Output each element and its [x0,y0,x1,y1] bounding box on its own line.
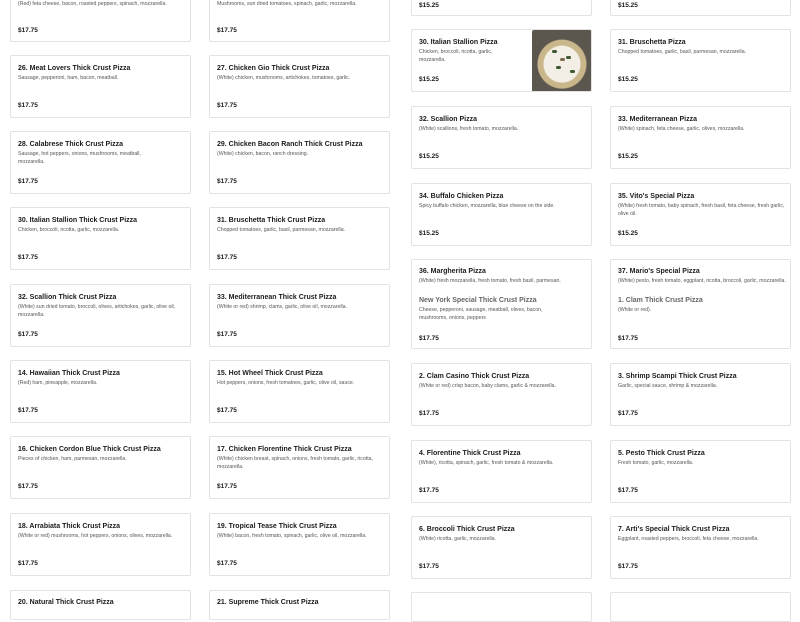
item-name: 31. Bruschetta Thick Crust Pizza [217,217,326,224]
item-description: Fresh tomato, garlic, mozzarella. [618,460,694,466]
item-name: 37. Mario's Special Pizza [618,268,700,275]
item-name: 32. Scallion Thick Crust Pizza [18,294,117,301]
menu-item-card[interactable] [209,513,390,576]
item-description: (White) spinach, feta cheese, garlic, olives, mozzarella. [618,126,745,132]
item-price: $17.75 [618,487,638,494]
item-name: 28. Calabrese Thick Crust Pizza [18,141,124,148]
item-price: $17.75 [618,410,638,417]
item-name: 30. Italian Stallion Pizza [419,39,498,46]
item-name: 26. Meat Lovers Thick Crust Pizza [18,65,131,72]
menu-item-card[interactable] [209,0,390,42]
item-price: $15.25 [419,230,439,237]
item-description: Chicken, broccoli, ricotta, garlic, mozzarella. [18,227,120,233]
item-price: $17.75 [18,560,38,567]
item-price: $17.75 [217,27,237,34]
item-description: Chopped tomatoes, garlic, basil, parmesan, mozzarella. [217,227,346,233]
menu-item-card[interactable] [411,0,592,16]
item-price: $15.25 [618,153,638,160]
item-name: 30. Italian Stallion Thick Crust Pizza [18,217,138,224]
item-description: Garlic, special sauce, shrimp & mozzarella. [618,383,718,389]
item-name: 20. Natural Thick Crust Pizza [18,599,114,606]
menu-item-card[interactable] [209,131,390,194]
menu-item-card[interactable] [209,590,390,620]
item-price: $15.25 [618,2,638,9]
item-description: (White or red) crisp bacon, baby clams, garlic & mozzarella. [419,383,556,389]
item-description: Eggplant, roasted peppers, broccoli, feta cheese, mozzarella. [618,536,759,542]
item-price: $15.25 [618,230,638,237]
item-description: (Red) ham, pineapple, mozzarella. [18,380,98,386]
item-description: (White), ricotta, spinach, garlic, fresh tomato & mozzarella. [419,460,554,466]
item-price: $17.75 [419,335,439,342]
item-description: Spicy buffalo chicken, mozzarella, blue cheese on the side. [419,203,555,209]
menu-item-card[interactable] [411,259,592,349]
pizza-photo-icon [532,30,592,92]
item-description: (White) sun dried tomato, broccoli, olives, artichokes, garlic, olive oil, mozzarella. [18,304,176,318]
item-description: (White) pesto, fresh tomato, eggplant, ricotta, broccoli, garlic, mozzarella. [618,278,786,284]
item-name: 17. Chicken Florentine Thick Crust Pizza [217,446,352,453]
item-name: 36. Margherita Pizza [419,268,486,275]
item-name: 27. Chicken Gio Thick Crust Pizza [217,65,330,72]
item-description: (White) chicken, bacon, ranch dressing. [217,151,309,157]
item-name: 4. Florentine Thick Crust Pizza [419,450,521,457]
item-description: (White) chicken, mushrooms, artichokes, tomatoes, garlic. [217,75,351,81]
menu-item-card[interactable] [610,106,791,169]
item-price: $15.25 [419,76,439,83]
item-name: 2. Clam Casino Thick Crust Pizza [419,373,530,380]
item-description: Chicken, broccoli, ricotta, garlic, mozzarella. [419,49,493,63]
item-price: $15.25 [419,2,439,9]
menu-item-card[interactable] [10,0,191,42]
menu-item-card[interactable] [610,29,791,92]
item-name: 7. Arti's Special Thick Crust Pizza [618,526,730,533]
item-name: 21. Supreme Thick Crust Pizza [217,599,319,606]
item-description: (White or red) mushrooms, hot peppers, onions, olives, mozzarella. [18,533,173,539]
menu-item-card[interactable] [10,131,191,194]
menu-item-card[interactable] [411,363,592,426]
item-description: (White) fresh mozzarella, fresh tomato, fresh basil, parmesan. [419,278,561,284]
item-price: $17.75 [18,407,38,414]
item-price: $17.75 [217,102,237,109]
item-price: $17.75 [217,254,237,261]
item-name: New York Special Thick Crust Pizza [419,297,537,304]
item-price: $15.25 [618,76,638,83]
item-price: $17.75 [419,410,439,417]
item-price: $17.75 [18,331,38,338]
item-description: (White) bacon, fresh tomato, spinach, garlic, olive oil, mozzarella. [217,533,367,539]
menu-item-card[interactable] [411,516,592,579]
item-price: $17.75 [18,254,38,261]
menu-item-card[interactable] [209,207,390,270]
menu-item-card[interactable] [10,55,191,118]
item-name: 18. Arrabiata Thick Crust Pizza [18,523,121,530]
item-description: (White) ricotta, garlic, mozzarella. [419,536,496,542]
item-description: Sausage, pepperoni, ham, bacon, meatball. [18,75,119,81]
item-price: $17.75 [18,27,38,34]
item-price: $17.75 [618,335,638,342]
item-name: 33. Mediterranean Pizza [618,116,697,123]
menu-item-card[interactable] [411,106,592,169]
menu-item-card[interactable] [10,284,191,347]
item-price: $15.25 [419,153,439,160]
item-name: 34. Buffalo Chicken Pizza [419,193,504,200]
item-price: $17.75 [217,407,237,414]
item-name: 29. Chicken Bacon Ranch Thick Crust Pizza [217,141,363,148]
menu-item-card[interactable] [209,284,390,347]
item-price: $17.75 [217,560,237,567]
item-description: Mushrooms, sun dried tomatoes, spinach, garlic, mozzarella. [217,1,357,7]
menu-item-card[interactable] [10,590,191,620]
item-name: 19. Tropical Tease Thick Crust Pizza [217,523,337,530]
item-description: (White) chicken breast, spinach, onions, fresh tomato, garlic, ricotta, mozzarella. [217,456,373,470]
menu-item-card[interactable] [209,360,390,423]
menu-item-card[interactable] [610,183,791,246]
item-description: Hot peppers, onions, fresh tomatoes, garlic, olive oil, sauce. [217,380,355,386]
menu-item-card[interactable] [10,436,191,499]
item-price: $17.75 [419,487,439,494]
item-description: Cheese, pepperoni, sausage, meatball, olives, bacon, mushrooms, onions, peppers [419,307,543,321]
item-name: 32. Scallion Pizza [419,116,477,123]
item-description: Pieces of chicken, ham, parmesan, mozzarella. [18,456,127,462]
item-name: 5. Pesto Thick Crust Pizza [618,450,705,457]
item-price: $17.75 [618,563,638,570]
item-description: (White) scallions, fresh tomato, mozzarella. [419,126,519,132]
item-description: (White or red). [618,307,652,313]
menu-item-card[interactable] [10,360,191,423]
item-description: Sausage, hot peppers, onions, mushrooms, meatball, mozzarella. [18,151,141,165]
item-name: 16. Chicken Cordon Blue Thick Crust Pizza [18,446,161,453]
item-price: $17.75 [18,102,38,109]
item-description: (Red) feta cheese, bacon, roasted peppers, spinach, mozzarella. [18,1,167,7]
item-name: 14. Hawaiian Thick Crust Pizza [18,370,120,377]
menu-item-card[interactable] [610,592,791,622]
item-description: Chopped tomatoes, garlic, basil, parmesan, mozzarella. [618,49,747,55]
item-price: $17.75 [217,178,237,185]
menu-item-card[interactable] [209,436,390,499]
item-name: 15. Hot Wheel Thick Crust Pizza [217,370,323,377]
item-name: 6. Broccoli Thick Crust Pizza [419,526,515,533]
menu-item-card[interactable] [411,183,592,246]
menu-item-card[interactable] [411,592,592,622]
item-name: 31. Bruschetta Pizza [618,39,686,46]
menu-item-card[interactable] [10,513,191,576]
item-description: (White or red) shrimp, clams, garlic, olive oil, mozzarella. [217,304,348,310]
item-name: 3. Shrimp Scampi Thick Crust Pizza [618,373,737,380]
menu-item-card[interactable] [610,0,791,16]
menu-item-card[interactable] [411,29,592,92]
item-name: 1. Clam Thick Crust Pizza [618,297,703,304]
item-description: (White) fresh tomato, baby spinach, fresh basil, feta cheese, fresh garlic, olive oil. [618,203,785,217]
item-name: 35. Vito's Special Pizza [618,193,695,200]
menu-item-card[interactable] [610,516,791,579]
item-price: $17.75 [419,563,439,570]
menu-item-card[interactable] [10,207,191,270]
menu-item-card[interactable] [610,363,791,426]
item-price: $17.75 [217,483,237,490]
menu-item-card[interactable] [610,440,791,503]
menu-item-card[interactable] [411,440,592,503]
item-name: 33. Mediterranean Thick Crust Pizza [217,294,337,301]
item-price: $17.75 [217,331,237,338]
item-price: $17.75 [18,483,38,490]
menu-item-card[interactable] [209,55,390,118]
item-price: $17.75 [18,178,38,185]
menu-item-card[interactable] [610,259,791,349]
